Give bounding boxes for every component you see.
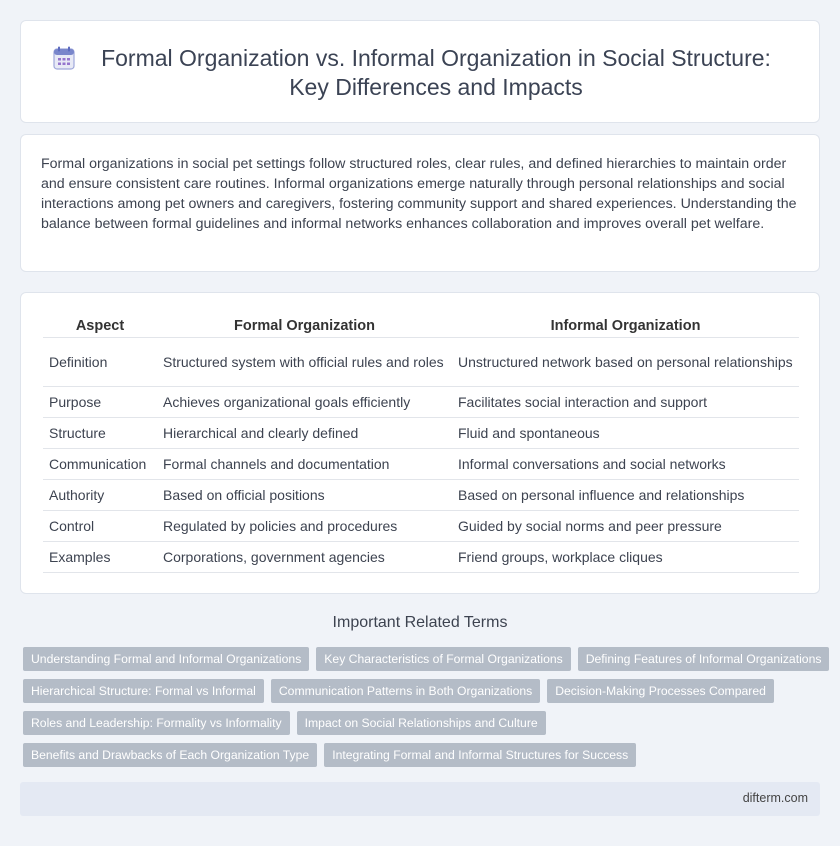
header-aspect: Aspect <box>43 315 157 337</box>
comparison-card <box>20 292 820 594</box>
header-formal: Formal Organization <box>157 315 452 337</box>
related-terms-title: Important Related Terms <box>332 614 508 631</box>
related-tag[interactable]: Integrating Formal and Informal Structures for Success <box>324 743 636 767</box>
row-aspect: Control <box>43 510 157 541</box>
row-aspect: Definition <box>43 337 157 386</box>
row-informal: Based on personal influence and relationships <box>452 479 799 510</box>
table-row <box>43 541 799 572</box>
related-tag[interactable]: Key Characteristics of Formal Organizations <box>316 647 570 671</box>
related-terms-tags <box>23 647 823 775</box>
table-row <box>43 510 799 541</box>
table-row <box>43 417 799 448</box>
footer-site-link[interactable]: difterm.com <box>742 791 808 805</box>
row-formal: Regulated by policies and procedures <box>157 510 452 541</box>
row-informal: Facilitates social interaction and support <box>452 386 799 417</box>
intro-card <box>20 134 820 272</box>
row-aspect: Communication <box>43 448 157 479</box>
row-informal: Friend groups, workplace cliques <box>452 541 799 572</box>
tag-row <box>23 679 823 703</box>
related-tag[interactable]: Defining Features of Informal Organizations <box>578 647 830 671</box>
row-formal: Formal channels and documentation <box>157 448 452 479</box>
row-informal: Guided by social norms and peer pressure <box>452 510 799 541</box>
row-aspect: Structure <box>43 417 157 448</box>
row-aspect: Purpose <box>43 386 157 417</box>
intro-paragraph: Formal organizations in social pet settings follow structured roles, clear rules, and defined hierarchies to maintain order and ensure consistent care routines. Informal organizations emerge naturally through personal relationships and social interactions among pet owners and caregivers, fostering community support and shared experiences. Understanding the balance between formal guidelines and informal networks enhances collaboration and improves overall pet welfare. <box>41 156 797 232</box>
table-row <box>43 479 799 510</box>
footer <box>20 782 820 816</box>
related-tag[interactable]: Roles and Leadership: Formality vs Informality <box>23 711 290 735</box>
row-formal: Hierarchical and clearly defined <box>157 417 452 448</box>
table-row <box>43 337 799 386</box>
table-row <box>43 448 799 479</box>
related-tag[interactable]: Understanding Formal and Informal Organizations <box>23 647 309 671</box>
row-informal: Unstructured network based on personal relationships <box>452 337 799 386</box>
row-formal: Based on official positions <box>157 479 452 510</box>
row-formal: Corporations, government agencies <box>157 541 452 572</box>
related-tag[interactable]: Decision-Making Processes Compared <box>547 679 774 703</box>
related-tag[interactable]: Communication Patterns in Both Organizations <box>271 679 540 703</box>
row-formal: Structured system with official rules and roles <box>157 337 452 386</box>
row-formal: Achieves organizational goals efficiently <box>157 386 452 417</box>
related-tag[interactable]: Benefits and Drawbacks of Each Organization Type <box>23 743 317 767</box>
related-tag[interactable]: Impact on Social Relationships and Culture <box>297 711 546 735</box>
row-aspect: Authority <box>43 479 157 510</box>
tag-row <box>23 711 823 735</box>
row-aspect: Examples <box>43 541 157 572</box>
row-informal: Fluid and spontaneous <box>452 417 799 448</box>
header-informal: Informal Organization <box>452 315 799 337</box>
page-title: Formal Organization vs. Informal Organization in Social Structure: Key Differences and Impacts <box>101 44 771 100</box>
header-card <box>20 20 820 123</box>
comparison-table <box>43 315 799 573</box>
table-header-row <box>43 315 799 337</box>
tag-row <box>23 647 823 671</box>
tag-row <box>23 743 823 767</box>
related-tag[interactable]: Hierarchical Structure: Formal vs Informal <box>23 679 264 703</box>
table-row <box>43 386 799 417</box>
row-informal: Informal conversations and social networks <box>452 448 799 479</box>
